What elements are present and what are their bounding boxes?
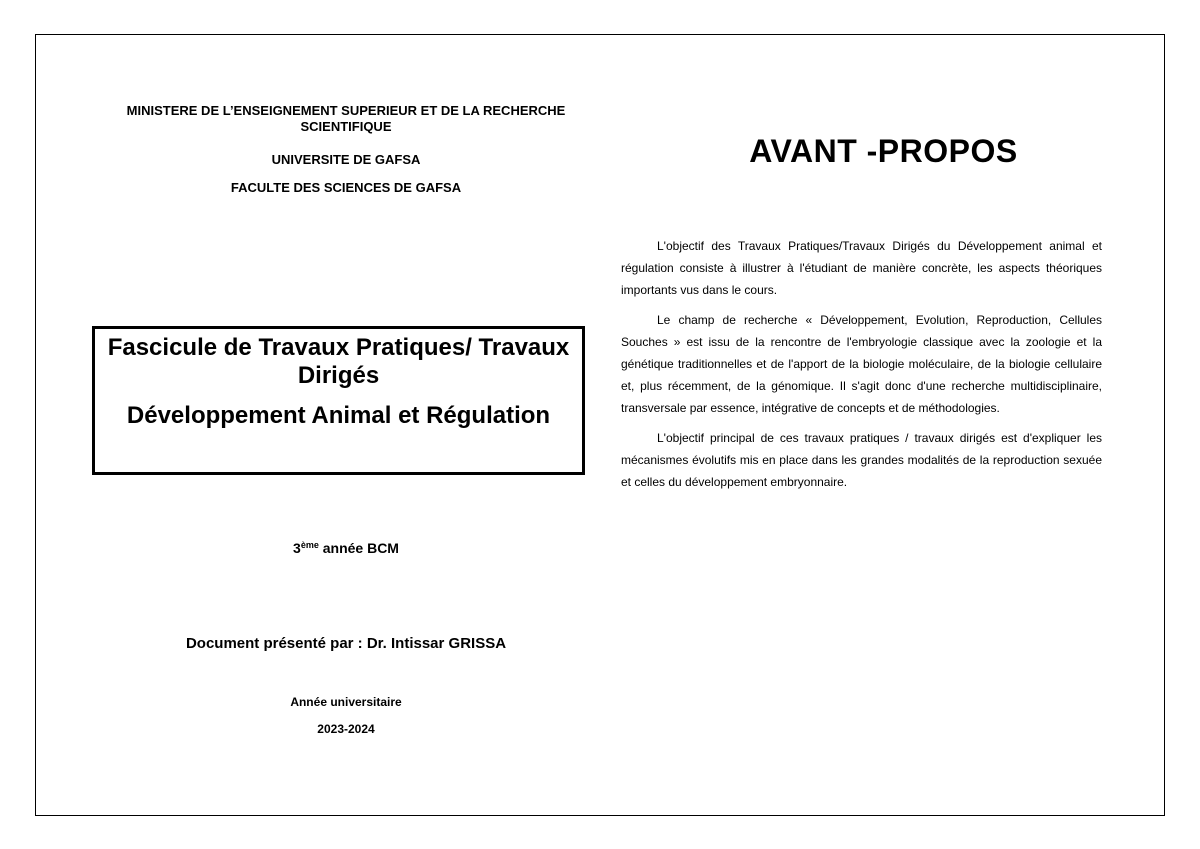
- academic-year-label: Année universitaire: [290, 695, 402, 709]
- university-heading: UNIVERSITE DE GAFSA: [271, 152, 421, 167]
- foreword-body: [621, 235, 1102, 501]
- author-line: Document présenté par : Dr. Intissar GRISSA: [185, 635, 507, 652]
- document-page: [35, 34, 1165, 816]
- foreword-paragraph: Le champ de recherche « Développement, Evolution, Reproduction, Cellules Souches » est issu de la rencontre de l'embryologie classique avec la zoologie et la génétique traditionnelles et de l'apport de la biologie moléculaire, de la biologie cellulaire et, plus récemment, de la génomique. Il s'agit donc d'une recherche multidisciplinaire, transversale par essence, intégrative de concepts et de méthodologies.: [621, 313, 1102, 415]
- class-level: [96, 540, 596, 556]
- cover-page: [36, 35, 636, 815]
- ministry-heading: MINISTERE DE L’ENSEIGNEMENT SUPERIEUR ET DE LA RECHERCHE SCIENTIFIQUE: [126, 103, 566, 134]
- foreword-paragraph: L'objectif principal de ces travaux pratiques / travaux dirigés est d'expliquer les mécanismes évolutifs mis en place dans les grandes modalités de la reproduction sexuée et celles du développement embryonnaire.: [621, 431, 1102, 489]
- document-subtitle: Développement Animal et Régulation: [126, 402, 551, 429]
- academic-year-value: 2023-2024: [317, 722, 375, 736]
- level-superscript: ème: [300, 540, 319, 550]
- document-title: Fascicule de Travaux Pratiques/ Travaux Dirigés: [107, 334, 570, 389]
- level-number: 3: [293, 540, 301, 556]
- document-title-box: [92, 326, 585, 475]
- level-text: année BCM: [318, 540, 399, 556]
- foreword-page: [621, 35, 1146, 815]
- foreword-title: AVANT -PROPOS: [749, 133, 1018, 169]
- faculty-heading: FACULTE DES SCIENCES DE GAFSA: [230, 180, 462, 195]
- foreword-paragraph: L'objectif des Travaux Pratiques/Travaux Dirigés du Développement animal et régulation consiste à illustrer à l'étudiant de manière concrète, les aspects théoriques importants vus dans le cours.: [621, 239, 1102, 297]
